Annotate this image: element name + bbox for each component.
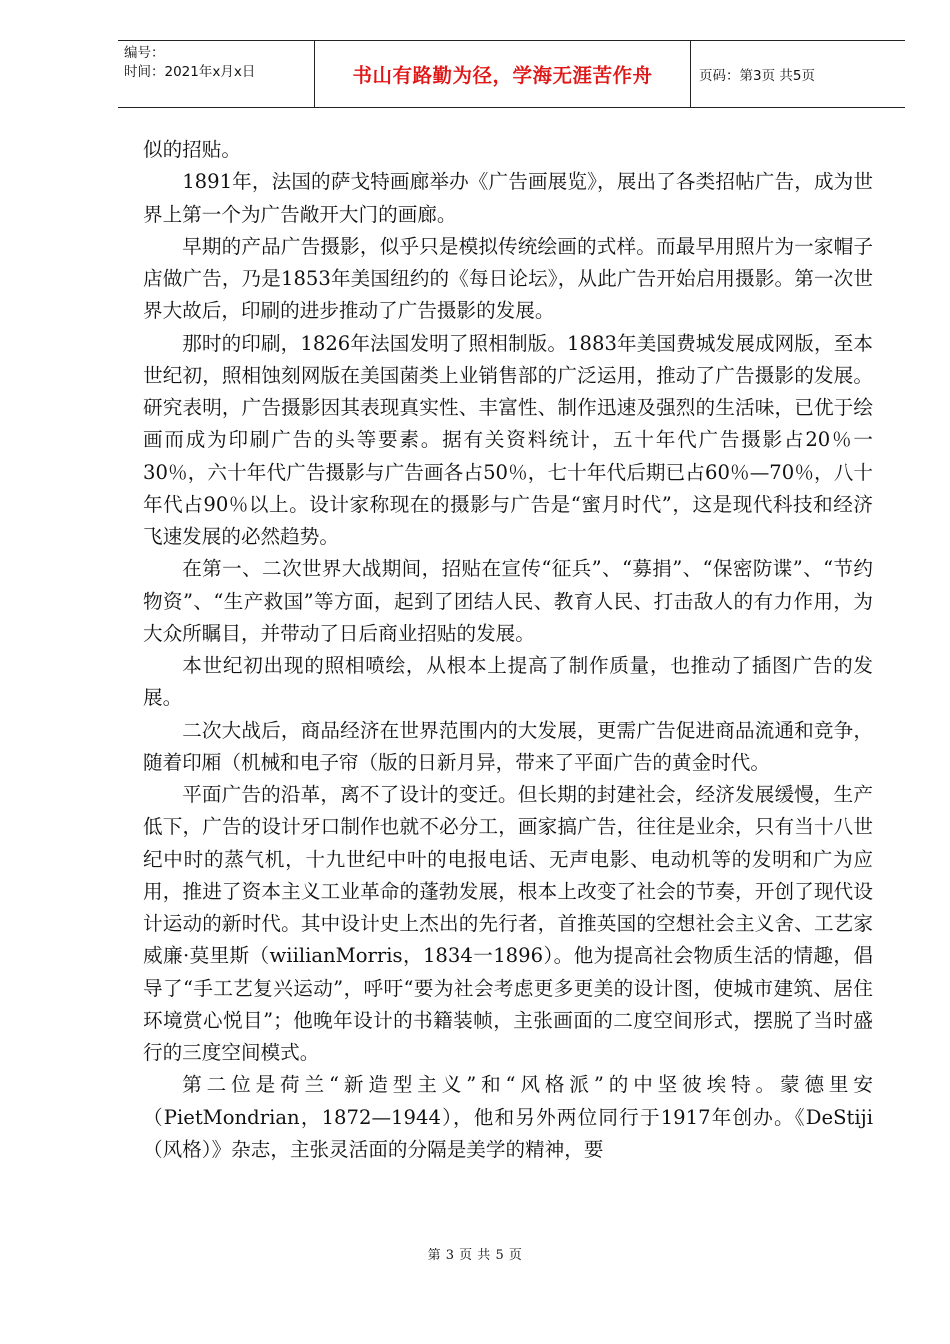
paragraph: 那时的印刷，1826年法国发明了照相制版。1883年美国费城发展成网版，至本世纪初，照相蚀刻网版在美国菌类上业销售部的广泛运用，推动了广告摄影的发展。研究表明，广告摄影因其表现真实性、丰富性、制作迅速及强烈的生活味，已优于绘画而成为印刷广告的头等要素。据有关资料统计，五十年代广告摄影占20％一30％，六十年代广告摄影与广告画各占50％，七十年代后期已占60％—70％，八十年代占90％以上。设计家称现在的摄影与广告是“蜜月时代”，这是现代科技和经济飞速发展的必然趋势。 [143, 331, 873, 548]
document-body [143, 134, 873, 1166]
time-label: 时间：2021年x月x日 [124, 64, 256, 80]
paragraph: 二次大战后，商品经济在世界范围内的大发展，更需广告促进商品流通和竞争，随着印厢（机械和电子帘（版的日新月异，带来了平面广告的黄金时代。 [143, 718, 873, 774]
paragraph: 早期的产品广告摄影，似乎只是模拟传统绘画的式样。而最早用照片为一家帽子店做广告，乃是1853年美国纽约的《每日论坛》，从此广告开始启用摄影。第一次世界大故后，印刷的进步推动了广告摄影的发展。 [143, 234, 873, 323]
document-header [118, 40, 905, 108]
paragraph: 似的招贴。 [143, 138, 241, 161]
paragraph: 本世纪初出现的照相喷绘，从根本上提高了制作质量，也推动了插图广告的发展。 [143, 654, 873, 710]
header-meta [118, 41, 315, 107]
paragraph: 在第一、二次世界大战期间，招贴在宣传“征兵”、“募捐”、“保密防谍”、“节约物资”、“生产救国”等方面，起到了团结人民、教育人民、打击敌人的有力作用，为大众所瞩目，并带动了日后商业招贴的发展。 [143, 557, 873, 645]
header-page-info: 页码：第3页 共5页 [699, 68, 815, 84]
paragraph: 第二位是荷兰“新造型主义”和“风格派”的中坚彼埃特。蒙德里安（PietMondrian，1872—1944），他和另外两位同行于1917年创办。《DeStiji（风格）》杂志，主张灵活面的分隔是美学的精神，要 [143, 1073, 873, 1161]
number-label: 编号： [124, 45, 165, 61]
page-footer: 第 3 页 共 5 页 [427, 1248, 523, 1263]
header-motto: 书山有路勤为径，学海无涯苦作舟 [315, 41, 691, 107]
paragraph: 1891年，法国的萨戈特画廊举办《广告画展览》，展出了各类招帖广告，成为世界上第一个为广告敞开大门的画廊。 [143, 170, 873, 226]
paragraph: 平面广告的沿革，离不了设计的变迁。但长期的封建社会，经济发展缓慢，生产低下，广告的设计牙口制作也就不必分工，画家搞广告，往往是业余，只有当十八世纪中时的蒸气机，十九世纪中叶的电报电话、无声电影、电动机等的发明和广为应用，推进了资本主义工业革命的蓬勃发展，根本上改变了社会的节奏，开创了现代设计运动的新时代。其中设计史上杰出的先行者，首推英国的空想社会主义舍、工艺家威廉·莫里斯（wiilianMorris，1834一1896）。他为提高社会物质生活的情趣，倡导了“手工艺复兴运动”，呼吁“要为社会考虑更多更美的设计图，使城市建筑、居住环境赏心悦目”；他晚年设计的书籍装帧，主张画面的二度空间形式，摆脱了当时盛行的三度空间模式。 [143, 783, 873, 1064]
